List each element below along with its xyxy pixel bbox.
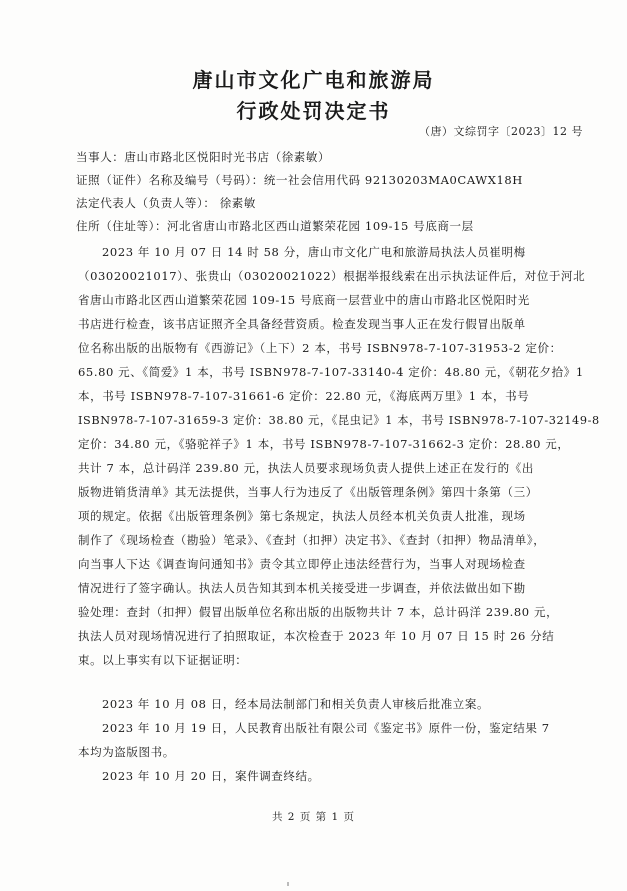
scan-mark bbox=[287, 882, 289, 886]
evidence-line: 2023 年 10 月 20 日，案件调查终结。 bbox=[102, 769, 320, 783]
body-line: 验处理：查封（扣押）假冒出版单位名称出版的出版物共计 7 本，总计码洋 239.80 元， bbox=[78, 605, 559, 619]
body-line: 束。以上事实有以下证据证明： bbox=[78, 653, 248, 667]
body-line: 本，书号 ISBN978-7-107-31661-6 定价：22.80 元，《海底两万里》1 本，书号 bbox=[78, 389, 530, 403]
evidence-line: 2023 年 10 月 08 日，经本局法制部门和相关负责人审核后批准立案。 bbox=[102, 697, 490, 711]
body-line: 位名称出版的出版物有《西游记》（上下）2 本，书号 ISBN978-7-107-31953-2 定价： bbox=[78, 341, 562, 355]
body-line: ISBN978-7-107-31659-3 定价：38.80 元，《昆虫记》1 本，书号 ISBN978-7-107-32149-8 bbox=[78, 413, 600, 427]
body-line: 65.80 元、《简爱》1 本，书号 ISBN978-7-107-33140-4 定价：48.80 元，《朝花夕拾》1 bbox=[78, 365, 584, 379]
body-line: 执法人员对现场情况进行了拍照取证，本次检查于 2023 年 10 月 07 日 15 时 26 分结 bbox=[78, 629, 555, 643]
evidence-line: 2023 年 10 月 19 日，人民教育出版社有限公司《鉴定书》原件一份，鉴定结果 7 bbox=[102, 721, 550, 735]
document-title: 行政处罚决定书 bbox=[236, 99, 391, 123]
license-line: 证照（证件）名称及编号（号码）：统一社会信用代码 92130203MA0CAWX18H bbox=[76, 173, 523, 187]
body-line: 共计 7 本，总计码洋 239.80 元，执法人员要求现场负责人提供上述正在发行的《出 bbox=[78, 461, 534, 475]
document-number: （唐）文综罚字〔2023〕12 号 bbox=[419, 125, 583, 138]
body-line: 版物进销货清单》其无法提供，当事人行为违反了《出版管理条例》第四十条第（三） bbox=[78, 485, 538, 499]
body-line: 制作了《现场检查（勘验）笔录》、《查封（扣押）决定书》、《查封（扣押）物品清单》， bbox=[78, 533, 546, 547]
body-line: 向当事人下达《调查询问通知书》责令其立即停止违法经营行为，当事人对现场检查 bbox=[78, 557, 526, 571]
agency-title: 唐山市文化广电和旅游局 bbox=[192, 68, 435, 92]
body-line: 项的规定。依据《出版管理条例》第七条规定，执法人员经本机关负责人批准，现场 bbox=[78, 509, 526, 523]
body-line: （03020021017）、张贵山（03020021022）根据举报线索在出示执法证件后，对位于河北 bbox=[78, 269, 586, 283]
party-name-line: 当事人：唐山市路北区悦阳时光书店（徐素敏） bbox=[76, 150, 331, 164]
legal-representative-line: 法定代表人（负责人等）： 徐素敏 bbox=[76, 196, 257, 210]
body-line: 情况进行了签字确认。执法人员告知其到本机关接受进一步调查，并依法做出如下勘 bbox=[78, 581, 526, 595]
body-line: 书店进行检查，该书店证照齐全具备经营资质。检查发现当事人正在发行假冒出版单 bbox=[78, 317, 526, 331]
body-line: 省唐山市路北区西山道繁荣花园 109-15 号底商一层营业中的唐山市路北区悦阳时光 bbox=[78, 293, 530, 307]
body-line: 2023 年 10 月 07 日 14 时 58 分，唐山市文化广电和旅游局执法人员崔明梅 bbox=[102, 245, 526, 259]
address-line: 住所（住址等）：河北省唐山市路北区西山道繁荣花园 109-15 号底商一层 bbox=[76, 219, 474, 233]
evidence-line: 本均为盗版图书。 bbox=[78, 745, 175, 759]
body-line: 定价：34.80 元，《骆驼祥子》1 本，书号 ISBN978-7-107-31662-3 定价：28.80 元， bbox=[78, 437, 570, 451]
page-number: 共 2 页 第 1 页 bbox=[271, 811, 356, 823]
